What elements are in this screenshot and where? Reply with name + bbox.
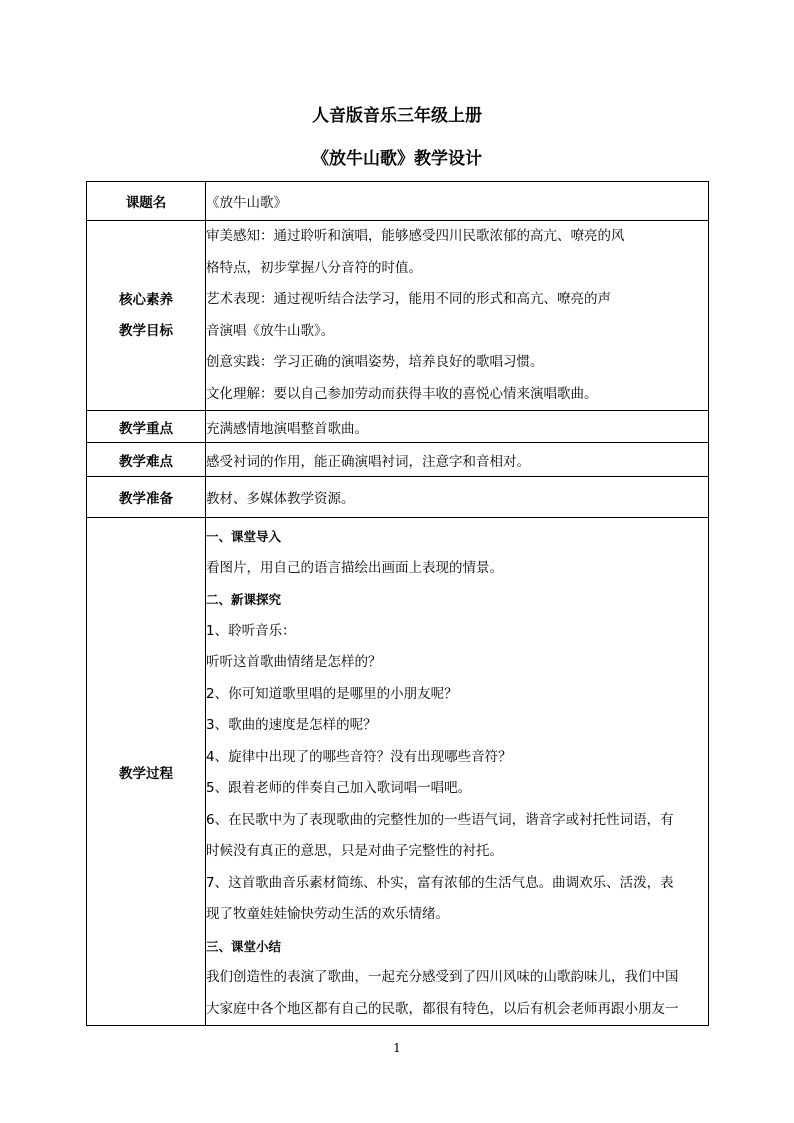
label-goals-line2: 教学目标 xyxy=(119,322,173,339)
goal-line: 创意实践：学习正确的演唱姿势，培养良好的歌唱习惯。 xyxy=(206,354,544,370)
label-topic: 课题名 xyxy=(87,182,206,221)
goal-line: 审美感知：通过聆听和演唱，能够感受四川民歌浓郁的高亢、嘹亮的风 xyxy=(206,228,625,244)
goal-line: 音演唱《放牛山歌》。 xyxy=(206,322,335,339)
label-goals-line1: 核心素养 xyxy=(119,291,173,308)
page-number: 1 xyxy=(393,1041,401,1055)
value-topic: 《放牛山歌》 xyxy=(206,182,709,221)
process-section-heading: 一、课堂导入 xyxy=(206,529,282,544)
process-line: 我们创造性的表演了歌曲，一起充分感受到了四川风味的山歌韵味儿，我们中国 xyxy=(206,969,679,985)
document-title: 人音版音乐三年级上册 xyxy=(312,106,482,126)
value-focus: 充满感情地演唱整首歌曲。 xyxy=(206,411,709,443)
label-goals xyxy=(87,221,206,411)
row-preparation xyxy=(87,477,709,518)
goal-line: 格特点，初步掌握八分音符的时值。 xyxy=(206,259,422,276)
row-difficulty xyxy=(87,443,709,477)
value-preparation: 教材、多媒体教学资源。 xyxy=(206,477,709,518)
process-line: 听听这首歌曲情绪是怎样的？ xyxy=(206,654,382,670)
lesson-plan-table xyxy=(86,181,709,1026)
goal-line: 艺术表现：通过视听结合法学习，能用不同的形式和高亢、嘹亮的声 xyxy=(206,291,611,307)
row-topic xyxy=(87,182,709,221)
value-process xyxy=(206,518,709,1026)
label-preparation: 教学准备 xyxy=(87,477,206,518)
process-line: 5、跟着老师的伴奏自己加入歌词唱一唱吧。 xyxy=(206,780,472,796)
row-process xyxy=(87,518,709,1026)
value-difficulty: 感受衬词的作用，能正确演唱衬词，注意字和音相对。 xyxy=(206,443,709,477)
label-process: 教学过程 xyxy=(87,518,206,1026)
process-line: 7、这首歌曲音乐素材简练、朴实，富有浓郁的生活气息。曲调欢乐、活泼，表 xyxy=(206,874,674,891)
process-line: 4、旋律中出现了的哪些音符？没有出现哪些音符？ xyxy=(206,748,512,765)
document-subtitle: 《放牛山歌》教学设计 xyxy=(312,149,482,169)
process-line: 时候没有真正的意思，只是对曲子完整性的衬托。 xyxy=(206,843,503,859)
label-focus: 教学重点 xyxy=(87,411,206,443)
process-section-heading: 三、课堂小结 xyxy=(206,938,282,954)
process-line: 6、在民歌中为了表现歌曲的完整性加的一些语气词，谐音字或衬托性词语，有 xyxy=(206,811,674,828)
process-line: 大家庭中各个地区都有自己的民歌，都很有特色，以后有机会老师再跟小朋友一 xyxy=(206,1000,679,1017)
value-goals xyxy=(206,221,709,411)
process-line: 2、你可知道歌里唱的是哪里的小朋友呢？ xyxy=(206,685,458,702)
row-goals xyxy=(87,221,709,411)
process-section-heading: 二、新课探究 xyxy=(206,592,282,607)
row-focus xyxy=(87,411,709,443)
process-line: 现了牧童娃娃愉快劳动生活的欢乐情绪。 xyxy=(206,906,449,922)
goal-line: 文化理解：要以自己参加劳动而获得丰收的喜悦心情来演唱歌曲。 xyxy=(206,385,598,402)
process-line: 看图片，用自己的语言描绘出画面上表现的情景。 xyxy=(206,559,503,576)
process-line: 3、歌曲的速度是怎样的呢？ xyxy=(206,717,377,733)
label-difficulty: 教学难点 xyxy=(87,443,206,477)
process-line: 1、聆听音乐： xyxy=(206,622,296,639)
